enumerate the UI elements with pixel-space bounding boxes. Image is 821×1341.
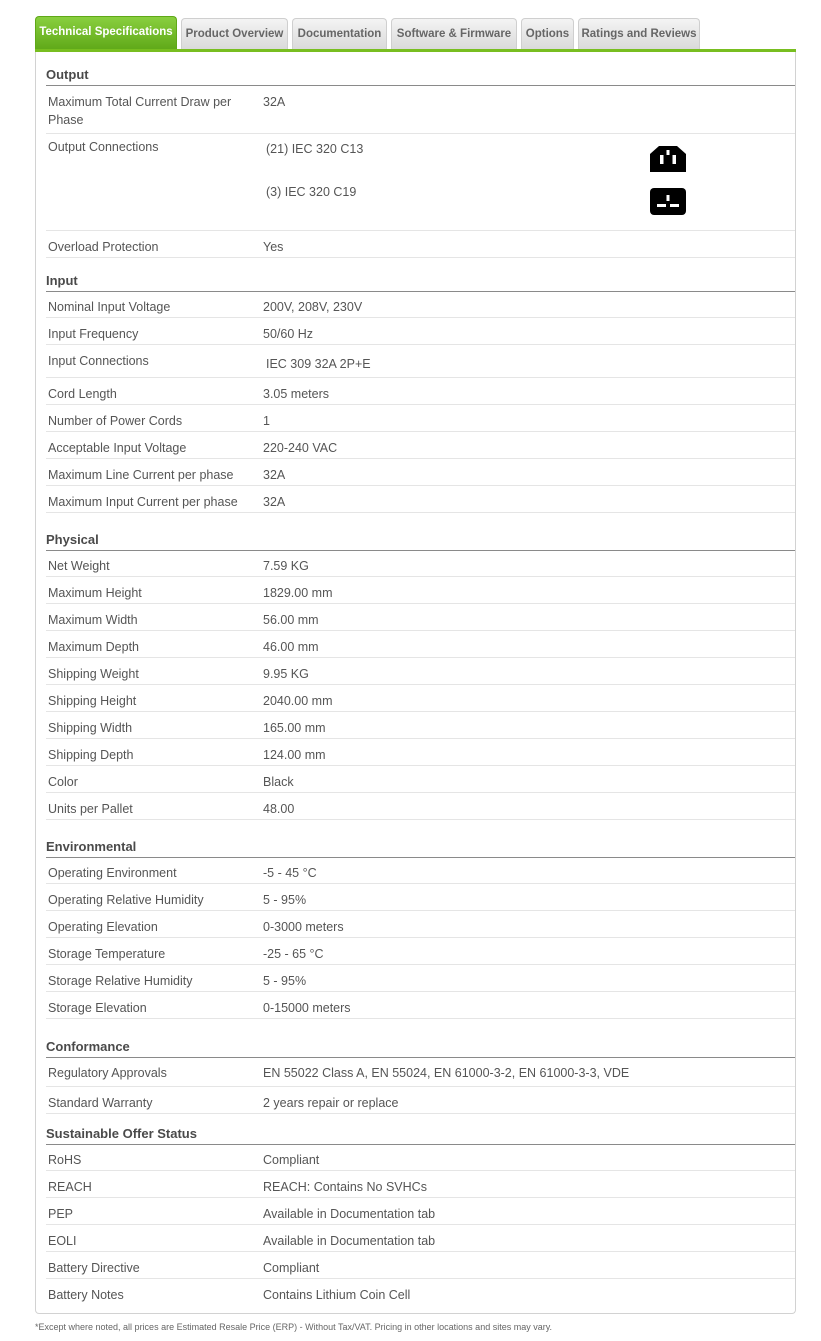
spec-value: 46.00 mm [263, 640, 319, 654]
spec-label: Input Connections [48, 354, 149, 368]
section-title-physical: Physical [46, 531, 795, 551]
spec-value: (21) IEC 320 C13 [266, 142, 364, 156]
spec-row [46, 992, 795, 1019]
spec-label: Maximum Line Current per phase [48, 468, 234, 482]
spec-value: 124.00 mm [263, 748, 326, 762]
spec-value: Available in Documentation tab [263, 1234, 436, 1248]
spec-value: 9.95 KG [263, 667, 309, 681]
tab-documentation[interactable]: Documentation [292, 18, 387, 50]
spec-row [46, 712, 795, 739]
spec-value: 1829.00 mm [263, 586, 333, 600]
spec-label: Nominal Input Voltage [48, 300, 171, 314]
spec-label: Maximum Depth [48, 640, 139, 654]
section-title-sustainable-offer-status: Sustainable Offer Status [46, 1125, 795, 1145]
spec-row [46, 631, 795, 658]
spec-row [46, 86, 795, 134]
spec-label: Overload Protection [48, 240, 159, 254]
spec-value: 2 years repair or replace [263, 1096, 399, 1110]
spec-row [46, 658, 795, 685]
spec-row [46, 459, 795, 486]
spec-row [46, 318, 795, 345]
spec-value: IEC 309 32A 2P+E [266, 357, 371, 371]
spec-value: -25 - 65 °C [263, 947, 324, 961]
spec-label: Shipping Depth [48, 748, 134, 762]
spec-row [46, 965, 795, 992]
iec-c13-socket-icon [650, 146, 686, 172]
spec-value: (3) IEC 320 C19 [266, 185, 357, 199]
spec-label: Output Connections [48, 140, 159, 154]
spec-label: Maximum Total Current Draw per Phase [48, 95, 232, 127]
spec-value: REACH: Contains No SVHCs [263, 1180, 427, 1194]
spec-label: Shipping Width [48, 721, 133, 735]
spec-row [46, 1279, 795, 1306]
spec-value: Contains Lithium Coin Cell [263, 1288, 411, 1302]
spec-value: Black [263, 775, 294, 789]
spec-value: 32A [263, 495, 286, 509]
spec-value: 7.59 KG [263, 559, 309, 573]
spec-row [46, 231, 795, 258]
spec-label: Battery Directive [48, 1261, 140, 1275]
spec-row [46, 432, 795, 459]
spec-label: REACH [48, 1180, 92, 1194]
spec-value: 165.00 mm [263, 721, 326, 735]
spec-row [46, 766, 795, 793]
spec-label: Storage Elevation [48, 1001, 147, 1015]
spec-label: Number of Power Cords [48, 414, 183, 428]
spec-label: Maximum Height [48, 586, 142, 600]
spec-label: EOLI [48, 1234, 77, 1248]
spec-value: 1 [263, 414, 270, 428]
spec-value: 5 - 95% [263, 974, 307, 988]
spec-value: 220-240 VAC [263, 441, 338, 455]
section-title-conformance: Conformance [46, 1038, 795, 1058]
spec-value: 0-3000 meters [263, 920, 344, 934]
spec-label: Maximum Width [48, 613, 138, 627]
spec-row [46, 550, 795, 577]
tab-ratings-reviews[interactable]: Ratings and Reviews [578, 18, 700, 50]
spec-value: Available in Documentation tab [263, 1207, 436, 1221]
spec-label: Battery Notes [48, 1288, 124, 1302]
spec-label: Operating Environment [48, 866, 177, 880]
spec-value: 32A [263, 468, 286, 482]
spec-value: 0-15000 meters [263, 1001, 351, 1015]
tab-software-firmware[interactable]: Software & Firmware [391, 18, 517, 50]
spec-value: Compliant [263, 1261, 320, 1275]
spec-label: Storage Temperature [48, 947, 166, 961]
spec-row [46, 911, 795, 938]
spec-value: Compliant [263, 1153, 320, 1167]
spec-row [46, 685, 795, 712]
spec-value: EN 55022 Class A, EN 55024, EN 61000-3-2, EN 61000-3-3, VDE [263, 1066, 630, 1080]
spec-row [46, 1057, 795, 1087]
spec-label: Storage Relative Humidity [48, 974, 193, 988]
spec-row [46, 577, 795, 604]
spec-value: 5 - 95% [263, 893, 307, 907]
spec-row [46, 604, 795, 631]
spec-label: Cord Length [48, 387, 117, 401]
spec-label: Maximum Input Current per phase [48, 495, 238, 509]
section-title-output: Output [46, 66, 795, 86]
spec-label: PEP [48, 1207, 74, 1221]
spec-label: Net Weight [48, 559, 110, 573]
spec-row [46, 378, 795, 405]
tab-technical-specifications[interactable]: Technical Specifications [35, 16, 177, 50]
spec-value: 50/60 Hz [263, 327, 314, 341]
spec-row [46, 1225, 795, 1252]
spec-row [46, 291, 795, 318]
spec-label: Color [48, 775, 78, 789]
spec-value: 56.00 mm [263, 613, 319, 627]
spec-label: Input Frequency [48, 327, 139, 341]
spec-row [46, 1144, 795, 1171]
spec-label: RoHS [48, 1153, 82, 1167]
spec-value: 32A [263, 95, 286, 109]
pricing-footnote: *Except where noted, all prices are Estimated Resale Price (ERP) - Without Tax/VAT. Pricing in other locations and sites may vary. [35, 1322, 553, 1332]
spec-row [46, 938, 795, 965]
spec-value: 2040.00 mm [263, 694, 333, 708]
spec-row [46, 1087, 795, 1114]
spec-row-output-connections [46, 134, 795, 231]
spec-value: -5 - 45 °C [263, 866, 317, 880]
spec-value: 3.05 meters [263, 387, 330, 401]
spec-row [46, 884, 795, 911]
spec-row [46, 857, 795, 884]
spec-row [46, 1198, 795, 1225]
spec-row [46, 793, 795, 820]
tab-product-overview[interactable]: Product Overview [181, 18, 288, 50]
tab-options[interactable]: Options [521, 18, 574, 50]
spec-label: Acceptable Input Voltage [48, 441, 187, 455]
spec-row [46, 739, 795, 766]
spec-row [46, 405, 795, 432]
spec-value: Yes [263, 240, 284, 254]
spec-label: Regulatory Approvals [48, 1066, 167, 1080]
spec-row [46, 1171, 795, 1198]
spec-label: Standard Warranty [48, 1096, 153, 1110]
iec-c19-socket-icon [650, 188, 686, 215]
spec-row [46, 345, 795, 378]
spec-label: Shipping Weight [48, 667, 139, 681]
spec-label: Operating Relative Humidity [48, 893, 204, 907]
spec-label: Operating Elevation [48, 920, 158, 934]
section-title-environmental: Environmental [46, 838, 795, 858]
spec-row [46, 1252, 795, 1279]
spec-row [46, 486, 795, 513]
spec-label: Units per Pallet [48, 802, 133, 816]
spec-value: 200V, 208V, 230V [263, 300, 363, 314]
spec-value: 48.00 [263, 802, 295, 816]
spec-label: Shipping Height [48, 694, 137, 708]
section-title-input: Input [46, 272, 795, 292]
